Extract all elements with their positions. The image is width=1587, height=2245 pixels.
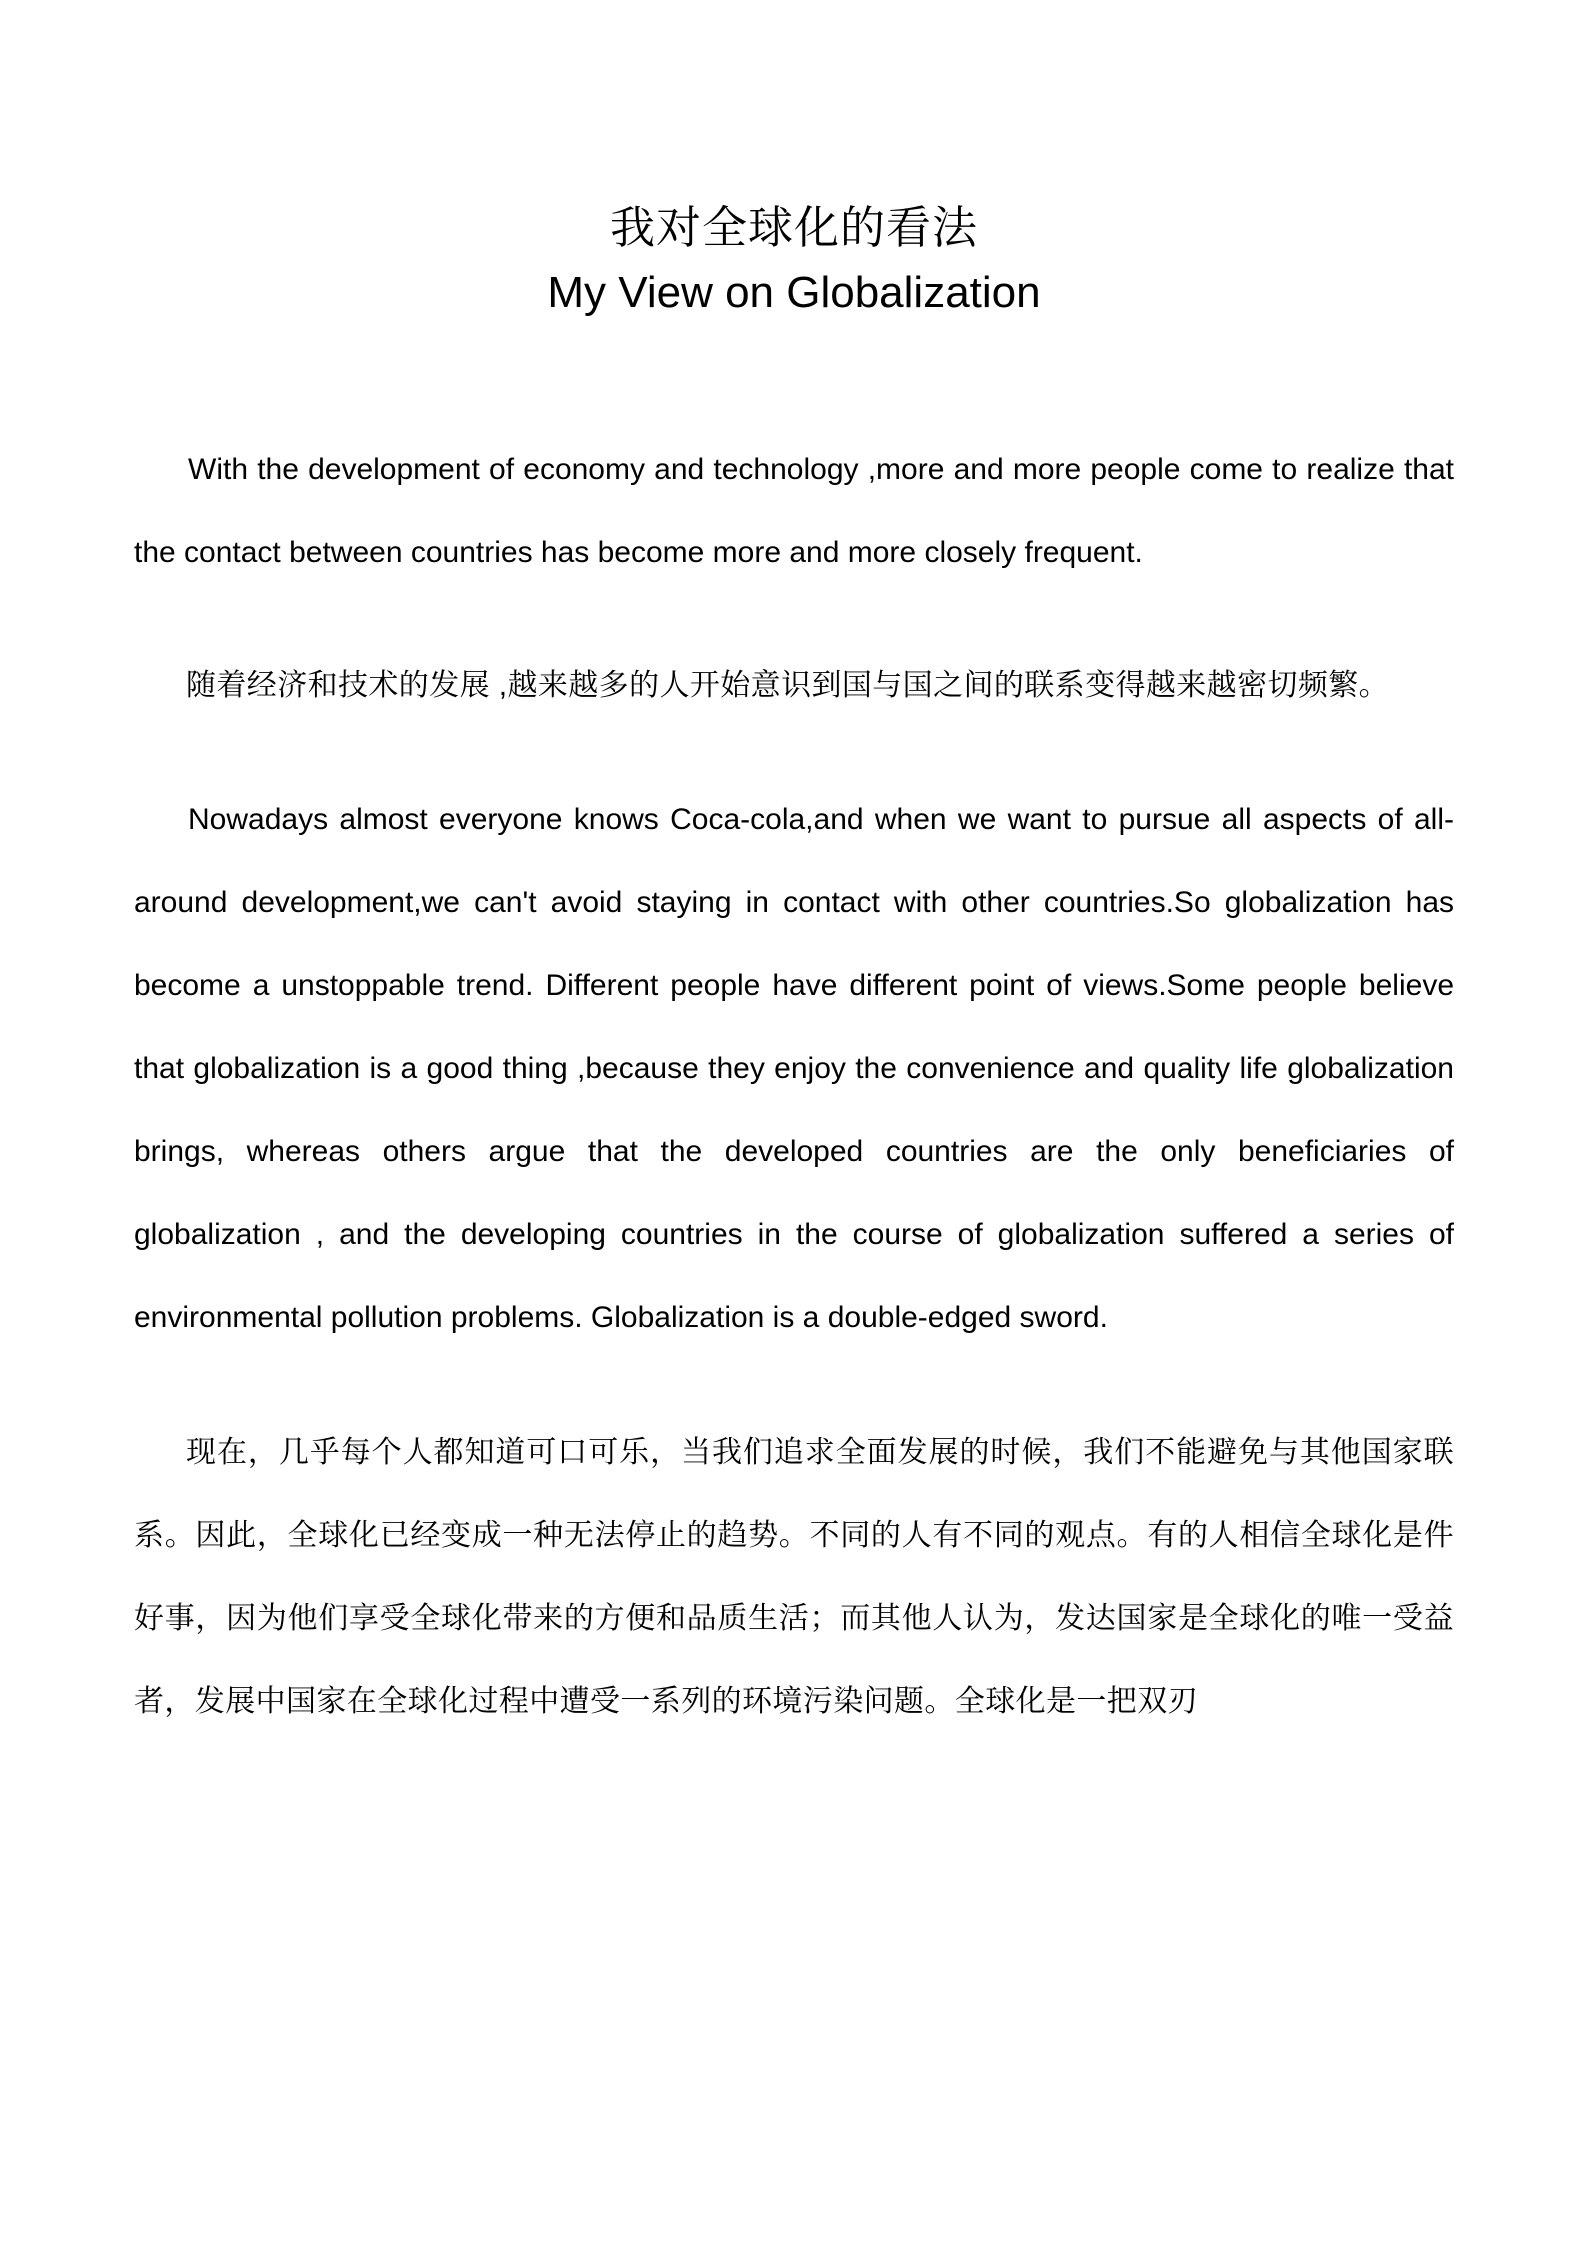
document-body — [134, 0, 1454, 2245]
paragraph-chinese-2: 现在，几乎每个人都知道可口可乐，当我们追求全面发展的时候，我们不能避免与其他国家联系。因此，全球化已经变成一种无法停止的趋势。不同的人有不同的观点。有的人相信全球化是件好事，因为他们享受全球化带来的方便和品质生活；而其他人认为，发达国家是全球化的唯一受益者，发展中国家在全球化过程中遭受一系列的环境污染问题。全球化是一把双刃 — [134, 1436, 1454, 1718]
document-title-block — [134, 196, 1454, 324]
page-title-english: My View on Globalization — [547, 268, 1041, 317]
paragraph-english-1: With the development of economy and technology ,more and more people come to realize that the contact between countries has become more and more closely frequent. — [134, 453, 1454, 569]
paragraph-chinese-1: 随着经济和技术的发展 ,越来越多的人开始意识到国与国之间的联系变得越来越密切频繁。 — [186, 669, 1390, 702]
paragraph-english-2: Nowadays almost everyone knows Coca-cola,and when we want to pursue all aspects of all-around development,we can't avoid staying in contact with other countries.So globalization has become a unstoppable trend. Different people have different point of views.Some people believe that globalization is a good thing ,because they enjoy the convenience and quality life globalization brings, whereas others argue that the developed countries are the only beneficiaries of globalization , and the developing countries in the course of globalization suffered a series of environmental pollution problems. Globalization is a double-edged sword. — [134, 803, 1454, 1334]
page-title-chinese: 我对全球化的看法 — [609, 202, 978, 253]
